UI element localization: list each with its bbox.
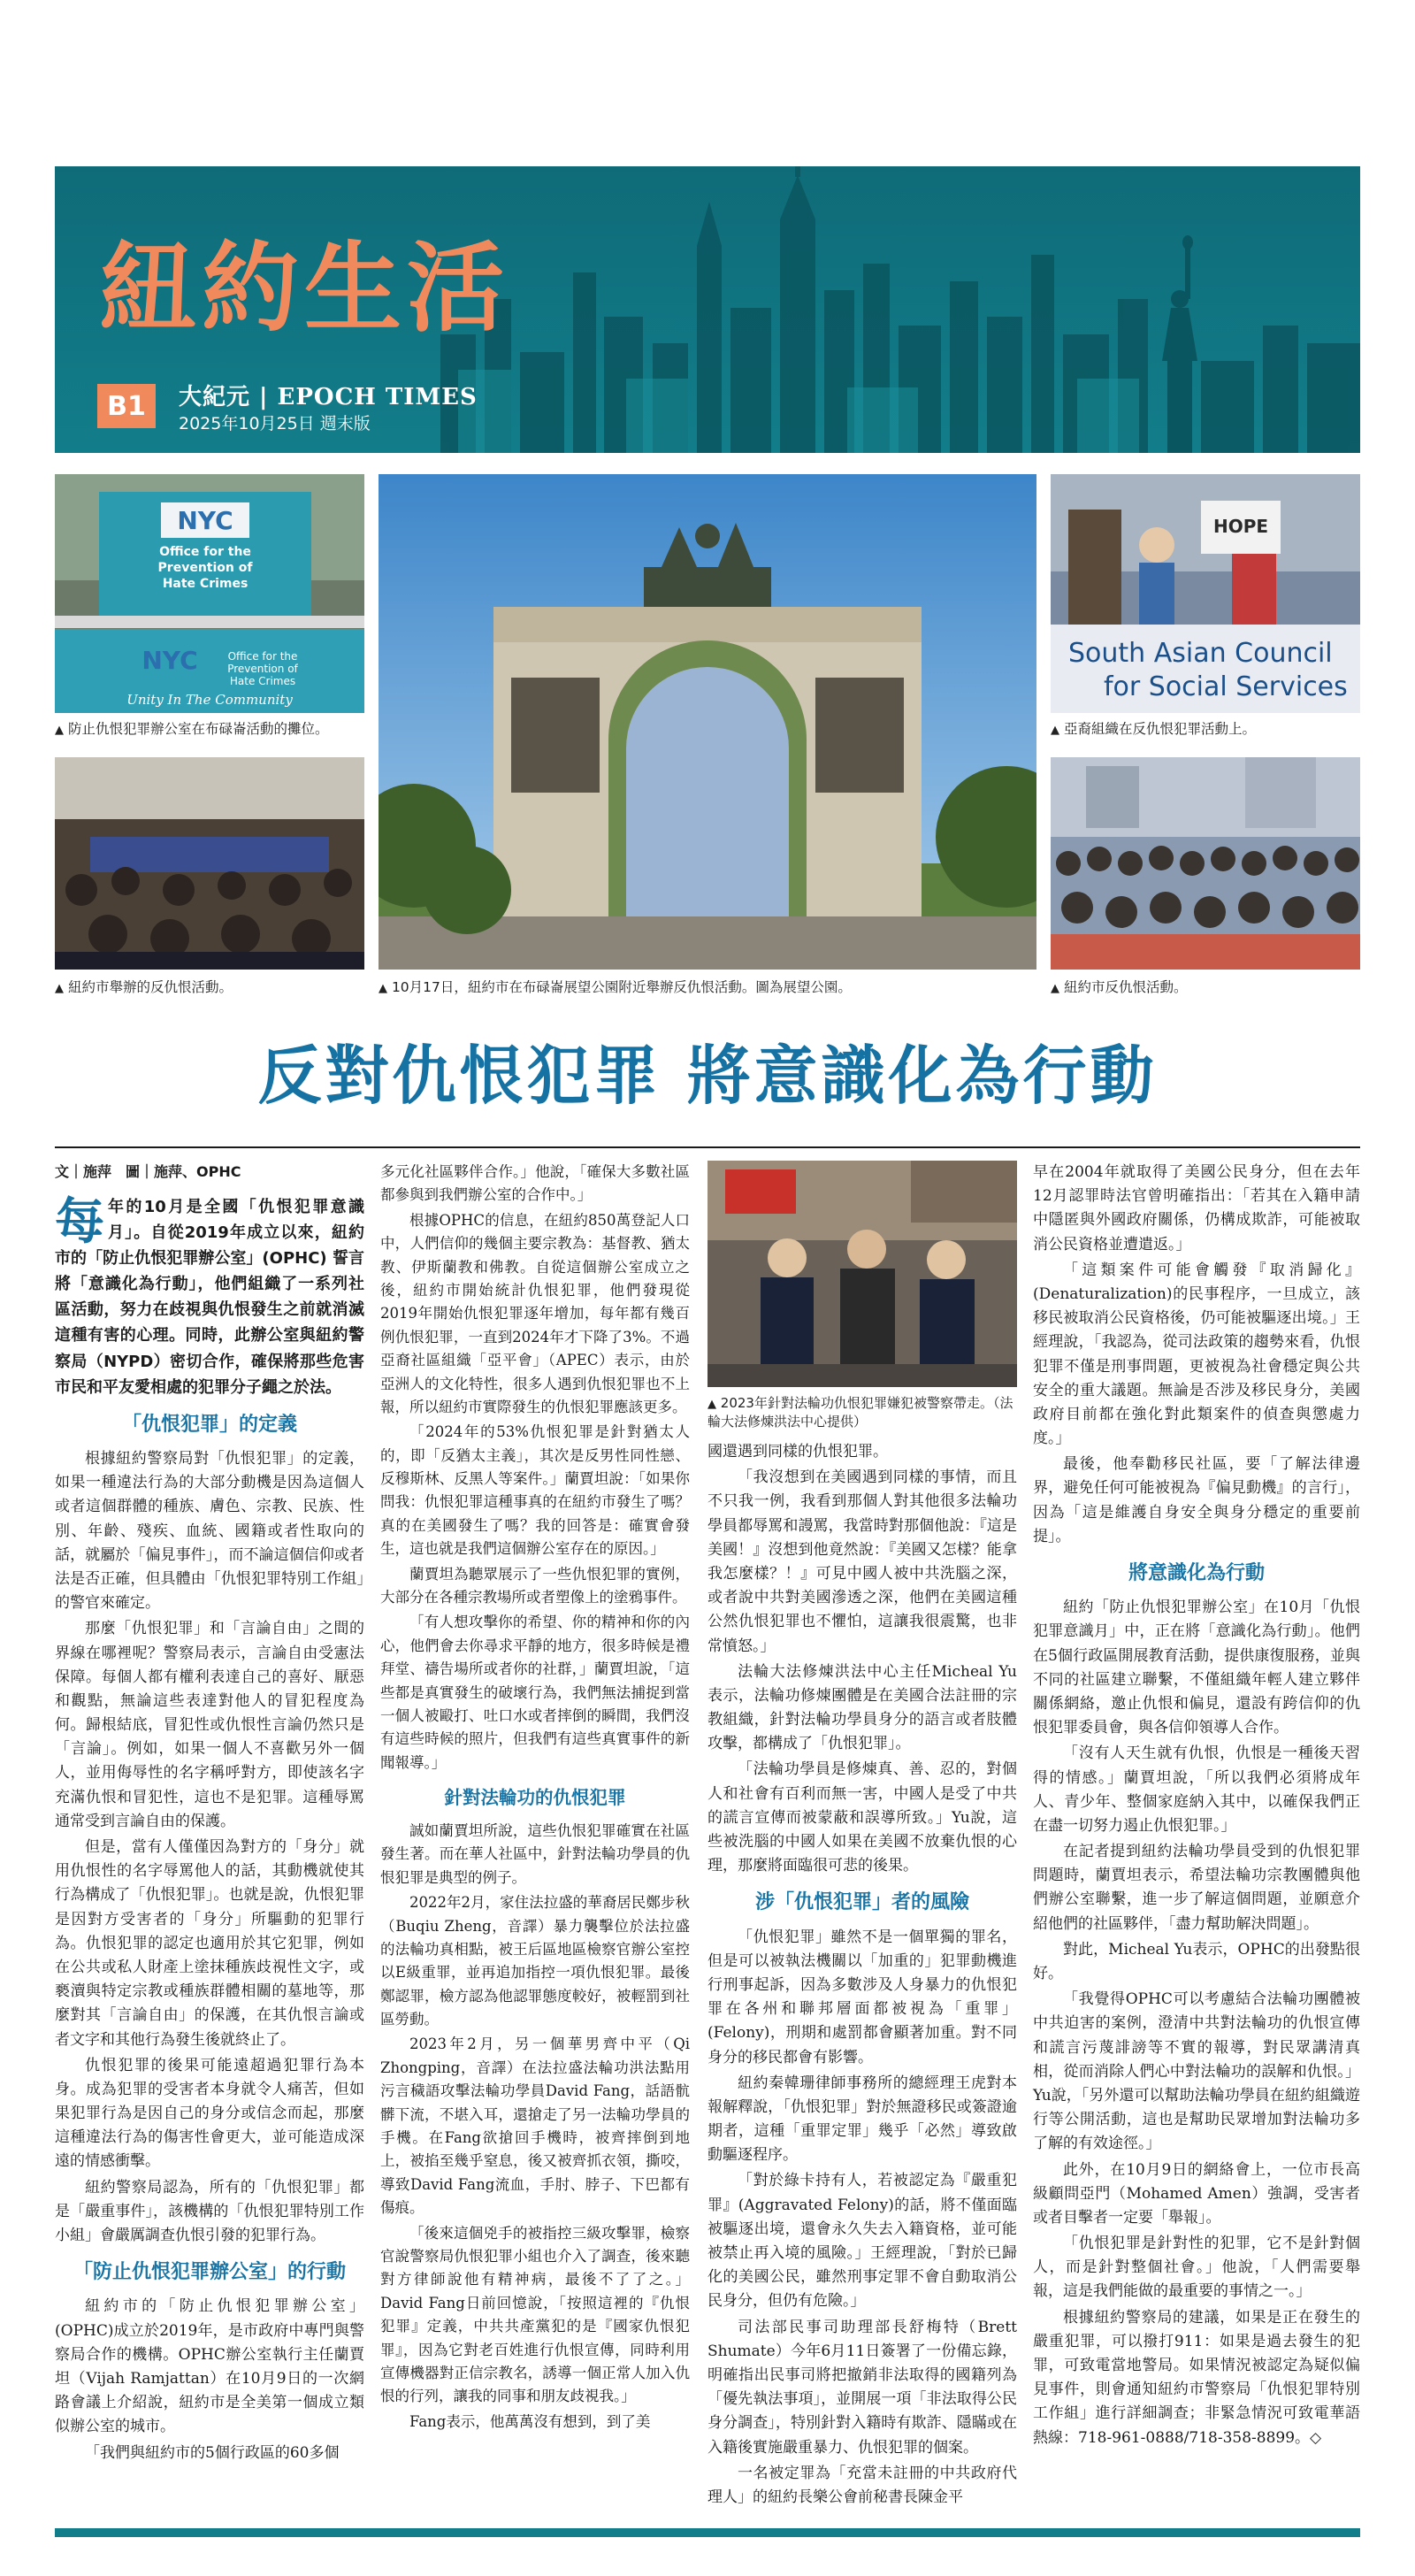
caption-triangle-icon: ▲ (708, 1398, 716, 1411)
caption-triangle-icon: ▲ (1051, 724, 1059, 737)
paragraph: 2022年2月，家住法拉盛的華裔居民鄭步秋（Buqiu Zheng，音譯）暴力襲擊位於法拉盛的法輪功真相點，被王后區地區檢察官辦公室控以E級重罪，並再追加指控一項仇恨犯罪。最後鄭認罪，檢方認為他認罪態度較好，被輕罰到社區勞動。 (380, 1894, 690, 2028)
svg-text:Office for the: Office for the (227, 650, 298, 663)
paragraph: 「對於綠卡持有人，若被認定為『嚴重犯罪』(Aggravated Felony)的話，將不僅面臨被驅逐出境，還會永久失去入籍資格，並可能被禁止再入境的風險。」王經理說，「對於已歸化的美國公民，雖然刑事定罪不會自動取消公民身分，但仍有危險。」 (708, 2172, 1017, 2311)
paragraph: 2023年2月，另一個華男齊中平（Qi Zhongping，音譯）在法拉盛法輪功洪法點用污言穢語攻擊法輪功學員David Fang，話語骯髒下流，不堪入耳，還搶走了另一法輪功學員的手機。在Fang欲搶回手機時，被齊摔倒到地上，被掐至幾乎窒息，後又被齊抓衣領，撕咬，導致David Fang流血，手肘、脖子、下巴都有傷痕。 (380, 2036, 690, 2217)
paragraph: 最後，他奉勸移民社區，要「了解法律邊界，避免任何可能被視為『偏見動機』的言行」，因為「這是維護自身安全與身分穩定的重要前提」。 (1033, 1455, 1360, 1545)
photo-booth (55, 474, 364, 713)
nyc-skyline-illustration (405, 166, 1360, 453)
svg-text:South Asian Council: South Asian Council (1068, 638, 1333, 669)
paragraph: 根據OPHC的信息，在紐約850萬登記人口中，人們信仰的幾個主要宗教為：基督教、猶太教、伊斯蘭教和佛教。自從這個辦公室成立之後，紐約市開始統計仇恨犯罪，他們發現從2019年開始仇恨犯罪逐年增加，每年都有幾百例仇恨犯罪，一直到2024年才下降了3%。不過亞裔社區組織「亞平會」（APEC）表示，由於亞洲人的文化特性，很多人遇到仇恨犯罪也不上報，所以紐約市實際發生的仇恨犯罪應該更多。 (380, 1211, 690, 1415)
section-title: 紐約生活 (99, 232, 509, 345)
end-mark: ◇ (1310, 2428, 1322, 2447)
paragraph: 「我覺得OPHC可以考慮結合法輪功團體被中共迫害的案例，澄清中共對法輪功的仇恨宣傳和謊言污蔑誹謗等不實的報導，對民眾講清真相，從而消除人們心中對法輪功的誤解和仇恨。」Yu說，「另外還可以幫助法輪功學員在紐約組織遊行等公開活動，這也是幫助民眾增加對法輪功多了解的有效途徑。」 (1033, 1990, 1360, 2153)
svg-text:Prevention of: Prevention of (157, 561, 253, 575)
paragraph: 一名被定罪為「充當未註冊的中共政府代理人」的紐約長樂公會前秘書長陳金平 (708, 2464, 1017, 2506)
paragraph: 「沒有人天生就有仇恨，仇恨是一種後天習得的情感。」蘭賈坦說，「所以我們必須將成年人、青少年、整個家庭納入其中，以確保我們正在盡一切努力遏止仇恨犯罪。」 (1033, 1744, 1360, 1835)
paragraph: Fang表示，他萬萬沒有想到，到了美 (409, 2412, 651, 2430)
paragraph: 「2024年的53%仇恨犯罪是針對猶太人的，即「反猶太主義」，其次是反男性同性戀、反穆斯林、反黑人等案件。」蘭賈坦說：「如果你問我：仇恨犯罪這種事真的在紐約市發生了嗎？真的在美國發生了嗎？我的回答是：確實會發生，這也就是我們這個辦公室存在的原因。」 (380, 1423, 690, 1558)
subhead-ophc-action: 「防止仇恨犯罪辦公室」的行動 (73, 2261, 346, 2284)
subhead-awareness-to-action: 將意識化為行動 (1128, 1562, 1265, 1584)
paragraph: 此外，在10月9日的網絡會上，一位市長高級顧問亞門（Mohamed Amen）強調，受害者或者目擊者一定要「舉報」。 (1033, 2160, 1360, 2227)
paragraph: 那麼「仇恨犯罪」和「言論自由」之間的界線在哪裡呢？警察局表示，言論自由受憲法保障。每個人都有權利表達自己的喜好、厭惡和觀點，無論這些表達對他人的冒犯程度為何。歸根結底，冒犯性或仇恨性言論仍然只是「言論」。例如，如果一個人不喜歡另外一個人，並用侮辱性的名字稱呼對方，即使該名字充滿仇恨和冒犯性，這也不是犯罪。這種辱罵通常受到言論自由的保護。 (55, 1620, 364, 1830)
paragraph: 「我們與紐約市的5個行政區的60多個 (85, 2443, 340, 2462)
paragraph: 在記者提到紐約法輪功學員受到的仇恨犯罪問題時，蘭賈坦表示，希望法輪功宗教團體與他們辦公室聯繫，進一步了解這個問題，並願意介紹他們的社區夥伴，「盡力幫助解決問題」。 (1033, 1843, 1360, 1933)
paragraph: 紐約「防止仇恨犯罪辦公室」在10月「仇恨犯罪意識月」中，正在將「意識化為行動」。他們在5個行政區開展教育活動，提供康復服務，並與不同的社區建立聯繫，不僅組織年輕人建立夥伴關係網絡，邀止仇恨和偏見，還設有跨信仰的仇恨犯罪委員會，與各信仰領導人合作。 (1033, 1598, 1360, 1737)
byline: 文｜施萍 圖｜施萍、OPHC (55, 1163, 241, 1180)
drop-cap: 每 (55, 1192, 104, 1251)
svg-text:Unity In The Community: Unity In The Community (126, 692, 293, 708)
masthead (55, 166, 1360, 453)
section-badge: B1 (97, 384, 156, 428)
caption-triangle-icon: ▲ (1051, 982, 1059, 995)
issue-date: 2025年10月25日 週末版 (179, 414, 371, 433)
paragraph: 仇恨犯罪的後果可能遠超過犯罪行為本身。成為犯罪的受害者本身就令人痛苦，但如果犯罪行為是因自己的身分或信念而起，那麼這種違法行為的傷害性會更大，並可能造成深遠的情感衝擊。 (55, 2056, 364, 2171)
paragraph: 紐約警察局認為，所有的「仇恨犯罪」都是「嚴重事件」，該機構的「仇恨犯罪特別工作小組」會嚴厲調查仇恨引發的犯罪行為。 (55, 2178, 364, 2245)
hope-sign: HOPE (1212, 516, 1269, 537)
paragraph: 「仇恨犯罪」雖然不是一個單獨的罪名，但是可以被執法機關以「加重的」犯罪動機進行刑事起訴，因為多數涉及人身暴力的仇恨犯罪在各州和聯邦層面都被視為「重罪」(Felony)，刑期和處罰都會顯著加重。對不同身分的移民都會有影響。 (708, 1928, 1017, 2066)
paragraph: 紐約市的「防止仇恨犯罪辦公室」(OPHC)成立於2019年，是市政府中專門與警察局合作的機構。OPHC辦公室執行主任蘭賈坦（Vijah Ramjattan）在10月9日的一次網路會議上介紹說，紐約市是全美第一個成立類似辦公室的城市。 (55, 2297, 364, 2436)
footer-bar (55, 2528, 1360, 2537)
paragraph: 蘭賈坦為聽眾展示了一些仇恨犯罪的實例，大部分在各種宗教場所或者塑像上的塗鴉事件。 (380, 1565, 690, 1606)
caption-event-room: ▲ 紐約市舉辦的反仇恨活動。 (55, 979, 233, 995)
paragraph: 「有人想攻擊你的希望、你的精神和你的內心，他們會去你尋求平靜的地方，很多時候是禮拜堂、禱告場所或者你的社群，」蘭賈坦說，「這些都是真實發生的破壞行為，我們無法捕捉到當一個人被毆打、吐口水或者摔倒的瞬間，我們沒有這些時候的照片，但我們有這些真實事件的新聞報導。」 (380, 1614, 690, 1771)
publication-brand: 大紀元 | EPOCH TIMES (179, 384, 478, 410)
photo-police-arrest (708, 1161, 1017, 1387)
photo-grand-army-plaza-arch (379, 474, 1036, 970)
svg-text:Prevention of: Prevention of (227, 663, 298, 675)
photo-event-room (55, 757, 364, 970)
paragraph: 多元化社區夥伴合作。」他說，「確保大多數社區都參與到我們辦公室的合作中。」 (380, 1163, 690, 1204)
svg-text:NYC: NYC (142, 646, 198, 675)
caption-arch: ▲ 10月17日，紐約市在布碌崙展望公園附近舉辦反仇恨活動。圖為展望公園。 (379, 979, 852, 995)
paragraph: 「仇恨犯罪是針對性的犯罪，它不是針對個人，而是針對整個社會。」他說，「人們需要舉報，這是我們能做的最重要的事情之一。」 (1033, 2235, 1360, 2301)
subhead-definition: 「仇恨犯罪」的定義 (121, 1413, 297, 1436)
paragraph: 紐約秦韓珊律師事務所的總經理王虎對本報解釋說，「仇恨犯罪」對於無證移民或簽證逾期者，這種「重罪定罪」幾乎「必然」導致啟動驅逐程序。 (708, 2074, 1017, 2165)
paragraph-final: 根據紐約警察局的建議，如果是正在發生的嚴重犯罪，可以撥打911：如果是過去發生的犯罪，可致電當地警局。如果情況被認定為疑似偏見事件，則會通知紐約市警察局「仇恨犯罪特別工作組」進行詳細調查；非緊急情況可致電華語熱線：718-961-0888/718-358-8899。◇ (1033, 2308, 1360, 2447)
caption-triangle-icon: ▲ (55, 982, 64, 995)
svg-text:Hate Crimes: Hate Crimes (162, 577, 249, 591)
paragraph: 法輪大法修煉洪法中心主任Micheal Yu表示，法輪功修煉團體是在美國合法註冊的宗教組織，針對法輪功學員身分的語言或者肢體攻擊，都構成了「仇恨犯罪」。 (708, 1662, 1017, 1753)
caption-booth: ▲ 防止仇恨犯罪辦公室在布碌崙活動的攤位。 (55, 721, 329, 737)
caption-triangle-icon: ▲ (379, 982, 387, 995)
svg-text:for Social Services: for Social Services (1104, 671, 1348, 702)
caption-triangle-icon: ▲ (55, 724, 64, 737)
paragraph: 「這類案件可能會觸發『取消歸化』(Denaturalization)的民事程序，一旦成立，該移民被取消公民資格後，仍可能被驅逐出境。」王經理說，「我認為，從司法政策的趨勢來看，仇恨犯罪不僅是刑事問題，更被視為社會穩定與公共安全的重大議題。無論是否涉及移民身分，美國政府目前都在強化對此類案件的偵查與懲處力度。」 (1033, 1261, 1360, 1448)
caption-asian-council: ▲ 亞裔組織在反仇恨犯罪活動上。 (1051, 721, 1256, 737)
paragraph: 國還遇到同樣的仇恨犯罪。 (708, 1443, 888, 1460)
paragraph: 「後來這個兇手的被指控三級攻擊罪，檢察官說警察局仇恨犯罪小組也介入了調查，後來聽對方律師說他有精神病，最後不了了之。」David Fang日前回憶說，「按照這裡的『仇恨犯罪』定義，中共共產黨犯的是『國家仇恨犯罪』，因為它對老百姓進行仇恨宣傳，同時利用宣傳機器對正信宗教名，誘導一個正常人加入仇恨的行列，讓我的同事和朋友歧視我。」 (380, 2224, 690, 2405)
caption-police-arrest: ▲ 2023年針對法輪功仇恨犯罪嫌犯被警察帶走。（法輪大法修煉洪法中心提供） (708, 1395, 1013, 1430)
column-1 (55, 1161, 364, 2467)
paragraph: 司法部民事司助理部長舒梅特（Brett Shumate）今年6月11日簽署了一份備忘錄，明確指出民事司將把撤銷非法取得的國籍列為「優先執法事項」，並開展一項「非法取得公民身分調查」，特別針對入籍時有欺詐、隱瞞或在入籍後實施嚴重暴力、仇恨犯罪的個案。 (708, 2318, 1017, 2457)
lead-paragraph: 每年的10月是全國「仇恨犯罪意識月」。自從2019年成立以來，紐約市的「防止仇恨犯罪辦公室」(OPHC) 誓言將「意識化為行動」，他們組織了一系列社區活動，努力在歧視與仇恨發生之前就消滅這種有害的心理。同時，此辦公室與紐約警察局（NYPD）密切合作，確保將那些危害市民和平友愛相處的犯罪分子繩之於法。 (55, 1192, 364, 1397)
article-headline: 反對仇恨犯罪 將意識化為行動 (257, 1039, 1158, 1113)
photo-crowd (1051, 757, 1360, 970)
caption-crowd: ▲ 紐約市反仇恨活動。 (1051, 979, 1188, 995)
paragraph: 早在2004年就取得了美國公民身分，但在去年12月認罪時法官曾明確指出：「若其在入籍申請中隱匿與外國政府關係，仍構成欺詐，可能被取消公民資格並遭遣返。」 (1033, 1163, 1360, 1254)
subhead-falun-gong: 針對法輪功的仇恨犯罪 (444, 1787, 626, 1809)
column-2 (380, 1161, 690, 2435)
paragraph: 「法輪功學員是修煉真、善、忍的，對個人和社會有百利而無一害，中國人是受了中共的謊言宣傳而被蒙蔽和誤導所致。」Yu說，這些被洗腦的中國人如果在美國不放棄仇恨的心理，那麼將面臨很可悲的後果。 (708, 1760, 1017, 1875)
column-3 (708, 1440, 1017, 2511)
svg-text:NYC: NYC (177, 506, 233, 535)
paragraph: 但是，當有人僅僅因為對方的「身分」就用仇恨性的名字辱罵他人的話，其動機就使其行為構成了「仇恨犯罪」。也就是說，仇恨犯罪是因對方受害者的「身分」所驅動的犯罪行為。仇恨犯罪的認定也適用於其它犯罪，例如在公共或私人財產上塗抹種族歧視性文字，或褻瀆與特定宗教或種族群體相關的墓地等，那麼對其「言論自由」的保護，在其仇恨言論或者文字和其他行為發生後就終止了。 (55, 1838, 364, 2049)
photo-asian-council (1051, 474, 1360, 713)
paragraph: 「我沒想到在美國遇到同樣的事情，而且不只我一例，我看到那個人對其他很多法輪功學員都辱罵和謾罵，我當時對那個他說：『這是美國！』沒想到他竟然說：『美國又怎樣？能拿我怎麼樣？！』可見中國人被中共洗腦之深，或者說中共對美國滲透之深，他們在美國這種公然仇恨犯罪也不懼怕，這讓我很震驚，也非常憤怒。」 (708, 1468, 1017, 1655)
svg-text:Hate Crimes: Hate Crimes (229, 675, 296, 687)
paragraph: 對此，Micheal Yu表示，OPHC的出發點很好。 (1033, 1940, 1360, 1982)
paragraph: 根據紐約警察局對「仇恨犯罪」的定義，如果一種違法行為的大部分動機是因為這個人或者這個群體的種族、膚色、宗教、民族、性別、年齡、殘疾、血統、國籍或者性取向的話，就屬於「偏見事件」，而不論這個信仰或者法是否正確，但具體由「仇恨犯罪特別工作組」的警官來確定。 (55, 1450, 364, 1613)
column-4 (1033, 1161, 1360, 2452)
subhead-risk: 涉「仇恨犯罪」者的風險 (754, 1891, 969, 1914)
paragraph: 誠如蘭賈坦所說，這些仇恨犯罪確實在社區發生著。而在華人社區中，針對法輪功學員的仇恨犯罪是典型的例子。 (380, 1821, 690, 1886)
headline-rule (55, 1146, 1360, 1148)
svg-text:Office for the: Office for the (159, 545, 251, 559)
